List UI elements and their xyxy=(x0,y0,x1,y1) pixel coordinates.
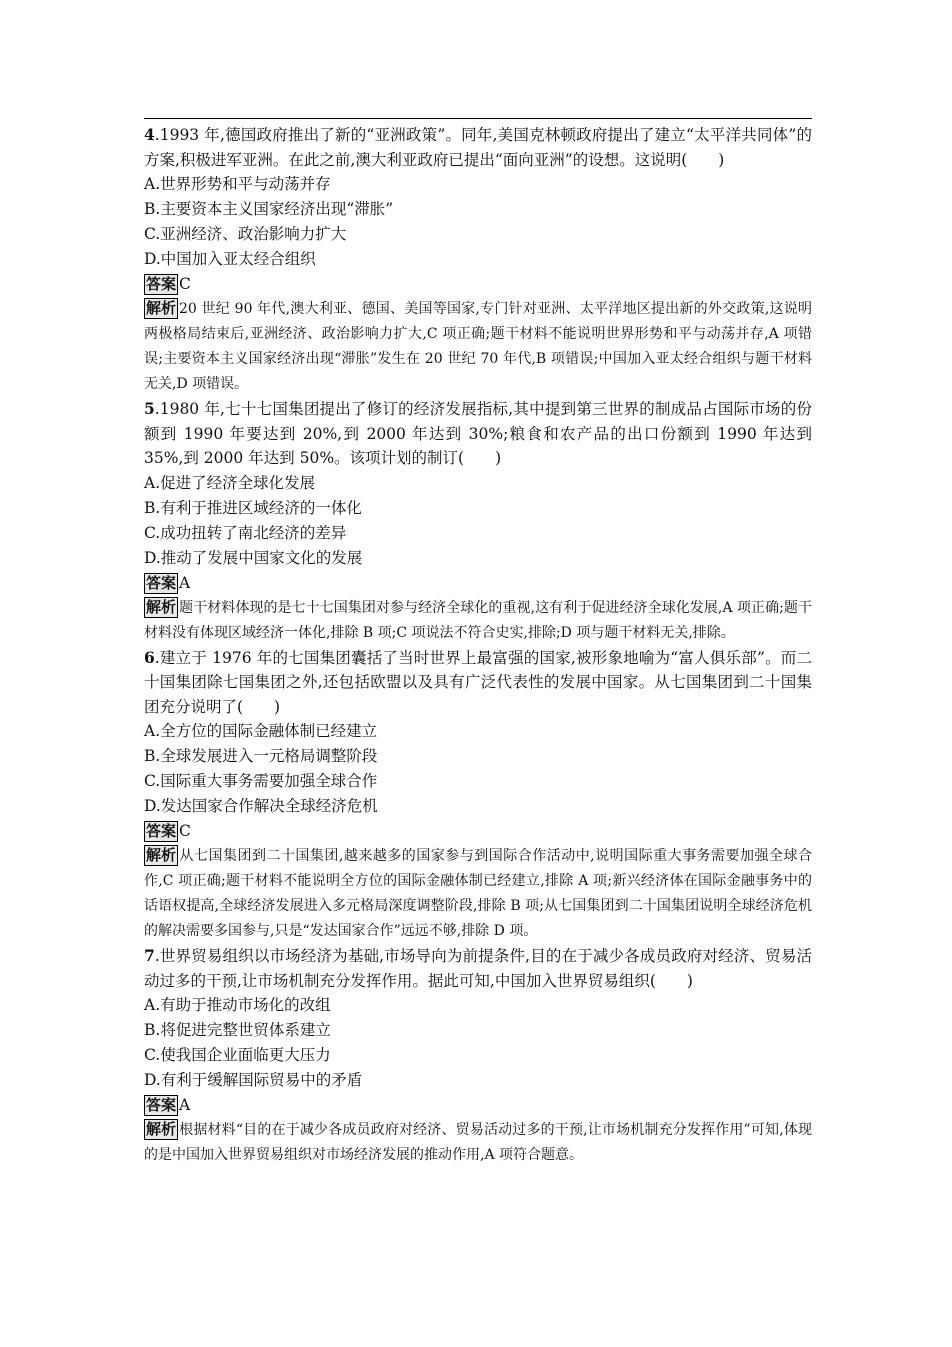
answer-value: C xyxy=(179,822,191,840)
option-a: A.全方位的国际金融体制已经建立 xyxy=(144,722,378,740)
exam-page xyxy=(144,118,812,1168)
option-d: D.推动了发展中国家文化的发展 xyxy=(144,548,363,567)
option-b: B.有利于推进区域经济的一体化 xyxy=(144,498,362,517)
question-text: .1980 年,七十七国集团提出了修订的经济发展指标,其中提到第三世界的制成品占国际市场的份额到 1990 年要达到 20%,到 2000 年达到 30%;粮食和农产品的出口份额到 1990 年达到 35%,到 2000 年达到 50%。该项计划的制订( ) xyxy=(144,400,812,467)
analysis-tag: 解析 xyxy=(146,846,177,864)
question-7 xyxy=(144,944,812,1168)
question-stem xyxy=(144,123,812,172)
option-c: C.国际重大事务需要加强全球合作 xyxy=(144,772,378,790)
answer-row xyxy=(144,819,812,844)
option-b: B.主要资本主义国家经济出现“滞胀” xyxy=(144,200,394,218)
question-4 xyxy=(144,123,812,397)
answer-tag: 答案 xyxy=(146,275,177,293)
header-rule xyxy=(144,118,812,119)
answer-value: A xyxy=(179,573,191,592)
question-number: 6 xyxy=(144,647,155,667)
analysis-text: 根据材料“目的在于减少各成员政府对经济、贸易活动过多的干预,让市场机制充分发挥作用”可知,体现的是中国加入世界贸易组织对市场经济发展的推动作用,A 项符合题意。 xyxy=(144,1122,812,1163)
option-b: B.将促进完整世贸体系建立 xyxy=(144,1021,331,1039)
answer-tag: 答案 xyxy=(146,573,177,592)
answer-value: A xyxy=(179,1096,191,1114)
analysis-row xyxy=(144,297,812,397)
option-d: D.发达国家合作解决全球经济危机 xyxy=(144,797,378,815)
question-stem xyxy=(144,646,812,720)
analysis-text: 20 世纪 90 年代,澳大利亚、德国、美国等国家,专门针对亚洲、太平洋地区提出新的外交政策,这说明两极格局结束后,亚洲经济、政治影响力扩大,C 项正确;题干材料不能说明世界形势和平与动荡并存,A 项错误;主要资本主义国家经济出现“滞胀”发生在 20 世纪 70 年代,B 项错误;中国加入亚太经合组织与题干材料无关,D 项错误。 xyxy=(144,301,812,392)
answer-value: C xyxy=(179,275,191,293)
question-stem xyxy=(144,397,812,471)
analysis-row xyxy=(144,1118,812,1168)
question-text: .世界贸易组织以市场经济为基础,市场导向为前提条件,目的在于减少各成员政府对经济、贸易活动过多的干预,让市场机制充分发挥作用。据此可知,中国加入世界贸易组织( ) xyxy=(144,947,812,990)
answer-row xyxy=(144,571,812,596)
option-c: C.使我国企业面临更大压力 xyxy=(144,1046,331,1064)
question-6 xyxy=(144,646,812,945)
analysis-tag: 解析 xyxy=(146,597,177,616)
question-number: 5 xyxy=(144,399,155,418)
analysis-tag: 解析 xyxy=(146,1120,177,1138)
option-a: A.促进了经济全球化发展 xyxy=(144,473,316,492)
question-text: .建立于 1976 年的七国集团囊括了当时世界上最富强的国家,被形象地喻为“富人俱乐部”。而二十国集团除七国集团之外,还包括欧盟以及具有广泛代表性的发展中国家。从七国集团到二十国集团充分说明了( ) xyxy=(144,648,812,716)
answer-tag: 答案 xyxy=(146,1096,177,1114)
option-c: C.成功扭转了南北经济的差异 xyxy=(144,523,347,542)
option-b: B.全球发展进入一元格局调整阶段 xyxy=(144,747,378,765)
option-a: A.世界形势和平与动荡并存 xyxy=(144,175,331,193)
answer-tag: 答案 xyxy=(146,822,177,840)
option-c: C.亚洲经济、政治影响力扩大 xyxy=(144,225,347,243)
question-number: 4 xyxy=(144,125,155,144)
question-text: .1993 年,德国政府推出了新的“亚洲政策”。同年,美国克林顿政府提出了建立“太平洋共同体”的方案,积极进军亚洲。在此之前,澳大利亚政府已提出“面向亚洲”的设想。这说明( ) xyxy=(144,126,812,169)
option-d: D.有利于缓解国际贸易中的矛盾 xyxy=(144,1071,363,1089)
option-d: D.中国加入亚太经合组织 xyxy=(144,250,316,268)
analysis-text: 题干材料体现的是七十七国集团对参与经济全球化的重视,这有利于促进经济全球化发展,A 项正确;题干材料没有体现区域经济一体化,排除 B 项;C 项说法不符合史实,排除;D 项与题干材料无关,排除。 xyxy=(144,599,812,641)
question-number: 7 xyxy=(144,946,155,965)
analysis-tag: 解析 xyxy=(146,299,177,317)
analysis-text: 从七国集团到二十国集团,越来越多的国家参与到国际合作活动中,说明国际重大事务需要加强全球合作,C 项正确;题干材料不能说明全方位的国际金融体制已经建立,排除 A 项;新兴经济体在国际金融事务中的话语权提高,全球经济发展进入多元格局深度调整阶段,排除 B 项;从七国集团到二十国集团说明全球经济危机的解决需要多国参与,只是“发达国家合作”远远不够,排除 D 项。 xyxy=(144,848,812,939)
question-5 xyxy=(144,397,812,646)
analysis-row xyxy=(144,844,812,944)
question-stem xyxy=(144,944,812,993)
answer-row xyxy=(144,272,812,297)
analysis-row xyxy=(144,596,812,646)
answer-row xyxy=(144,1093,812,1118)
option-a: A.有助于推动市场化的改组 xyxy=(144,996,331,1014)
